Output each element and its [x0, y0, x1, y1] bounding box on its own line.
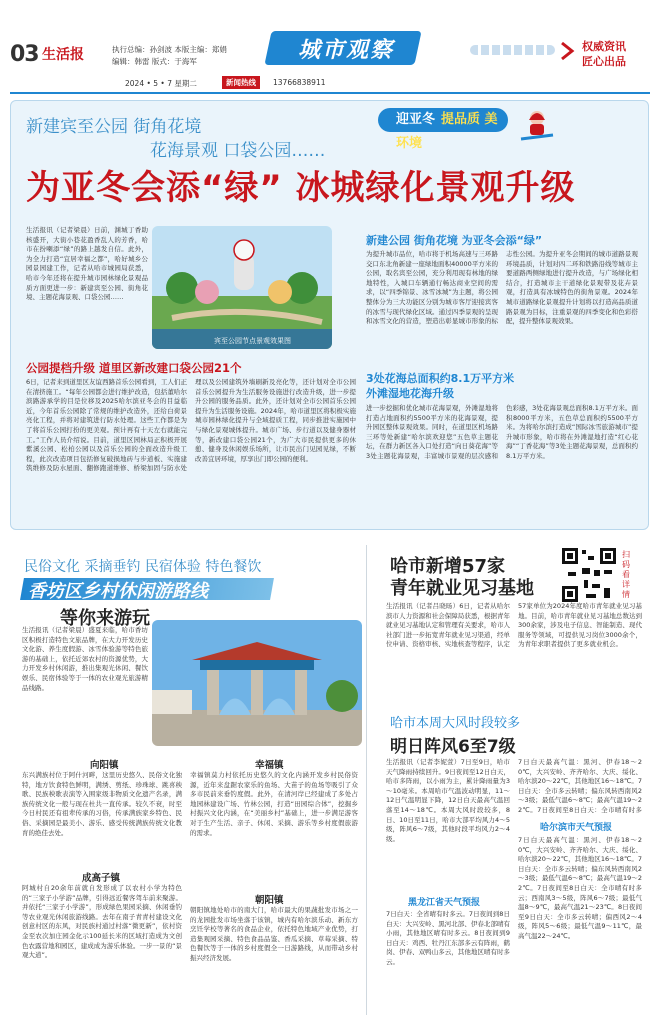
story2-headline-1: 香坊区乡村休闲游路线: [28, 581, 208, 602]
qr-label: 扫码看详情: [622, 550, 630, 599]
chevron-icon: [558, 40, 578, 62]
heilongjiang-forecast-text: 7日白天：全省晴有时多云。7日夜间到8日白天：大兴安岭、黑河北部、伊春北部晴有小雨，其他地区晴有时多云。8日夜间到9日白天：鸡西、牡丹江东部多云有阵雨，鹤岗、伊春、双鸭山多云，其他地区晴有时多云。: [386, 910, 510, 966]
story1-sub3-line-1: 3处花海总面积约8.1万平方米: [366, 372, 515, 385]
issue-date: 2024 • 5 • 7 星期二: [125, 79, 197, 88]
section-chaoyang-text: 朝阳镇地处哈市的南大门，哈市最大的果蔬批发市场之一的龙园批发市场坐落于该镇，城内有哈尔滨乐动、新东方烹饪学校等著名的食品企业，依托特色地域产业优势，打造集观园采摘、特色食品品鉴、香瓜采摘、草莓采摘、特色餐饮等于一体的乡村度假全一日游路线，从而带动乡村振兴经济发展。: [190, 906, 358, 962]
section-chaoyang-title: 朝阳镇: [255, 895, 284, 906]
archway-photo: [152, 620, 362, 746]
story4-body: 生活报讯（记者李妮萱）7日至9日，哈市天气降雨持续回升。9日夜间至12日白天，哈市多阵雨，以小雨为主，累计降雨量为3～10毫米。本周哈市气温波动明显，11～12日气温明显下降，12日白天最高气温回落至14～18℃。本周大风时段较多，8日、10日至11日，哈市大部平均风力4～5级，阵风6～7级，其他时段平均风力2～4级。: [386, 758, 510, 843]
skier-mascot-icon: [517, 108, 557, 142]
section-chenggaozi-title: 成高子镇: [82, 873, 121, 884]
staff-credits: [112, 44, 227, 68]
column-divider: [366, 545, 367, 1015]
story1-sub1: 公园提档升级 道里区新改建口袋公园21个: [26, 361, 242, 375]
park-rendering-photo: [152, 226, 332, 349]
slogan: [582, 39, 626, 69]
story1-lead: 生活报讯（记者梁晨）日前，渊城丁香助核盛开，大街小巷花盈香乱人的芳香，哈市在扮喇添“绿”的路上越发自信。此外，为全力打造“宜居幸福之都”，哈好城乡公园景园建工作，记者从哈市城园局获悉，哈市今年还将在提升城市园林绿化景观品质方面更进一步：新建宾至公园、街角花境、主题花海景观、口袋公园……: [26, 226, 148, 302]
header-rule: [10, 92, 650, 94]
story1-kicker-2: 花海景观 口袋公园……: [150, 141, 326, 161]
staff-line-2: 编辑：韩雷 版式：于海军: [112, 57, 197, 66]
story1-sub2-text: 为提升城市品位，哈市将于机场高速与三环路交口东北角新建一座绿地面积40000平方米的公园，取名宾至公园，充分利用现有林地的绿地特性，入城口车辆通行畅达商业空间的需求，以“四季锦景、冰雪冰城”为主题，将公园整体分为三大功能区分别为城市客厅迎接宾客的冰雪与现代绿化区域。通过四季景观的呈现和冰雪文化的营造，塑造出彰显城市形象的标志性公园。为提升亚冬会期间的城市道路景观环境品质，计划对四二环和铁路沿线等城市主要道路两侧绿地进行提升改造，与广场绿化相结合，打造城市主干道绿化景观带及花卉景观，打造具有冰城特色的街角景观。2024年城市道路绿化景观提升计划将以打造高品质道路景观为目标，注重景观的四季变化和色彩搭配，提升整体景观效果。: [366, 250, 638, 326]
story1-sub2: 新建公园 街角花境 为亚冬会添“绿”: [366, 234, 543, 247]
section-xingfu-text: 幸福镇莫力村依托历史悠久的文化内涵开发乡村民俗资源，近年来盘踞农家乐的鱼场、大苗子的鱼场等吸引了众多市民前来垂钓度假。此外，在清河岸已经建成了多处占地园林建设广场、竹林公园，打造“田园综合体”，挖掘乡村振兴文化内涵，在“美丽乡村”基础上，进一步满足游客对于生产生活、亲子、休闲、采摘、游乐等乡村度假旅游的需求。: [190, 771, 358, 837]
slogan-line-2: 匠心出品: [582, 55, 626, 68]
qr-code[interactable]: [560, 546, 618, 604]
story1-headline: 为亚冬会添“绿” 冰城绿化景观升级: [26, 168, 576, 208]
story1-kicker-1: 新建宾至公园 街角花境: [26, 117, 202, 137]
heilongjiang-forecast-title: 黑龙江省天气预报: [408, 898, 481, 908]
harbin-forecast-text: [518, 836, 642, 1014]
story1-sub3-text: 进一步挖掘和优化城市花海景观，外滩湿地将打造占地面积约5500平方米的花海景观，提升园区整体景观效果。同时，在道里区机场路三环等处新建“哈尔滨欢迎您”五色草主题花坛，在群力新区各入口处打造“向日葵花海”等3处主题花海景观，丰富城市景观的层次感和色彩感，3处花海景观总面积8.1万平方米。面积8000平方米，五色草总面积约5500平方米。为将哈尔滨打造成“国际冰雪旅游城市”提升城市形象，哈市将在外滩湿地打造“红心花海”“丁香花海”等3处主题花海景观，总面积约8.1万平方米。: [366, 404, 638, 460]
page-number: 03: [10, 42, 39, 67]
story3-body: 生活报讯（记者吕晓旸）6日，记者从哈尔滨市人力资源和社会保障局获悉，根据青年就业见习基地认定和管理有关要求，哈市人社部门进一步拓宽青年就业见习渠道，经单位申请、资格审核、实地核查等程序，认定57家单位为2024年度哈市青年就业见习基地。目前，哈市青年就业见习基地总数达到300余家，涉及电子信息、智能制造、现代服务等领域，可提供见习岗位3000余个，为青年求职者提供了更多就业机会。: [386, 602, 642, 649]
decorative-stripes: [470, 45, 555, 55]
harbin-forecast-title: 哈尔滨市天气预报: [540, 823, 613, 833]
story4-headline-2: 明日阵风6至7级: [390, 737, 516, 757]
story2-lead: 生活报讯（记者梁晨）盛夏来临，哈市香坊区积极打造特色文旅品牌，在大力开发历史文化游、养生度假游、冰雪体验游等特色旅游的基础上，依托近郊农村的资源优势，大力开发乡村休闲游，推出集观光休闲、餐饮娱乐、民宿体验等于一体的农业观光旅游精品线路。: [22, 626, 148, 692]
badge-text: 提品质 美环境: [396, 112, 498, 151]
badge-prefix: 迎亚冬: [396, 112, 436, 127]
section-chenggaozi-text: 阿城村自20余年前就自发形成了以农村小学为特色的“三家子小学游”品牌，引得远近餐客驾车前来聚游。并依托“三家子小学游”，形成绿色果园采摘、休闲垂钓等农业观光休闲旅游线路。去年在南子青青村建设文化创意村区的东风，对民族村通过村落“微更新”，依村资金至农次加庄园金化示100延长米的区域打造成为文创色农露营地和园区，建成成为游乐体验。一步一景的“景观大道”。: [22, 884, 182, 960]
story2-headline-2: 等你来游玩: [60, 608, 150, 629]
photo1-caption: 宾至公园节点景观效果图: [214, 337, 291, 345]
story2-kicker: 民俗文化 采摘垂钓 民宿体验 特色餐饮: [24, 559, 262, 575]
story3-headline-1: 哈市新增57家: [390, 556, 506, 577]
section-title: 城市观察: [297, 38, 394, 63]
column-badge: [378, 108, 508, 151]
section-xiangyang-title: 向阳镇: [90, 760, 119, 771]
story4-headline-1: 哈市本周大风时段较多: [390, 716, 521, 731]
harbin-forecast-detail: 7日白天最高气温：黑河、伊春18～20℃，大兴安岭、齐齐哈尔、大庆、绥化、哈尔滨20～22℃，其他地区16～18℃。7日白天：全市多云转晴；偏东风转西南风2～3级；最低气温6～8℃；最高气温19～22℃。7日夜间至8日白天：全市晴有时多云；西南风3～5级，阵风6～7级；最低气温8～9℃，最高气温21～23℃。8日夜间至9日白天：全市多云转晴；偏西风2～4级，阵风5～6级；最低气温9～11℃，最高气温22～24℃。: [518, 836, 642, 940]
section-xingfu-title: 幸福镇: [255, 760, 284, 771]
hotline-number: 13766838911: [273, 78, 326, 87]
section-xiangyang-text: 东兴满族村位于阿什河畔，这里历史悠久、民俗文化独特，地方饮食特色鲜明，满绣、剪纸、珍珠球、跳喜秧歌、民族秧歌表演等入围家级非物质文化遗产名录，满族传统文化一般与现在杜共一直传承。较久不衰，时至今日村民还有祖辈传承的习俗，传承满族家乡特色、民俗、采摘园是最美小、游乐、感受传统满族传统文化教育的绝佳去处。: [22, 771, 182, 837]
harbin-temperatures: 7日白天最高气温：黑河、伊春18～20℃，大兴安岭、齐齐哈尔、大庆、绥化、哈尔滨20～22℃，其他地区16～18℃。7日白天：全市多云转晴；偏东风转西南风2～3级；最低气温6～8℃；最高气温19～22℃。7日夜间至8日白天：全市晴有时多: [518, 758, 642, 814]
story1-sub1-text: 6日，记者来到道里区友谊西路首乐公园看到，工人们正在清挤施工。“每年公园都会进行维护改造，包括董哈尔滨路游承学的目是位移及2025哈尔滨亚冬会的目益临近，今年首乐公园除了常规的维护改造外，还给白荷景亮化工程，并将对建筑进行防水处理。这些工作都是为了将首乐公园打扮的更美观。预计再有十天左右就能完工。”工作人员介绍说。目前，道里区园林局正积极开展紫溪公园、松柏公园以及首乐公园的全面改造升级工程，此次改造项目包括修复破损地砖与步道板、实施建筑维修及防水屋面、翻修跑道维修、桥梁加固与防水处理以及公园建筑外墙刷新及亮化等，还计划对全市公园首乐公园提升为生活服务设施进行改造升级，进一步提升公园的服务品质。此外，还计划对全市公园首乐公园提升为生活服务设施。2024年，哈市道里区将积极实施城市园林绿化提升与全域提质工程，同步推进实施园中与绿化景观城体提升。城市广场、步行道以及健身器材等，新改建口袋公园21个，为广大市民提供更多的休憩、健身及休闲娱乐场所，让市民出门见园见绿，不断改善宜居环境，厚享出门即公园的便利。: [26, 378, 356, 473]
paper-name-logo: 生活报: [42, 47, 84, 63]
staff-line-1: 执行总编：孙剑波 本版主编：郑娟: [112, 45, 227, 54]
story1-sub3-line-2: 外滩湿地花海升级: [366, 387, 454, 400]
story3-headline-2: 青年就业见习基地: [390, 578, 534, 599]
slogan-line-1: 权威资讯: [582, 40, 626, 53]
hotline-label: 新闻热线: [222, 76, 260, 89]
